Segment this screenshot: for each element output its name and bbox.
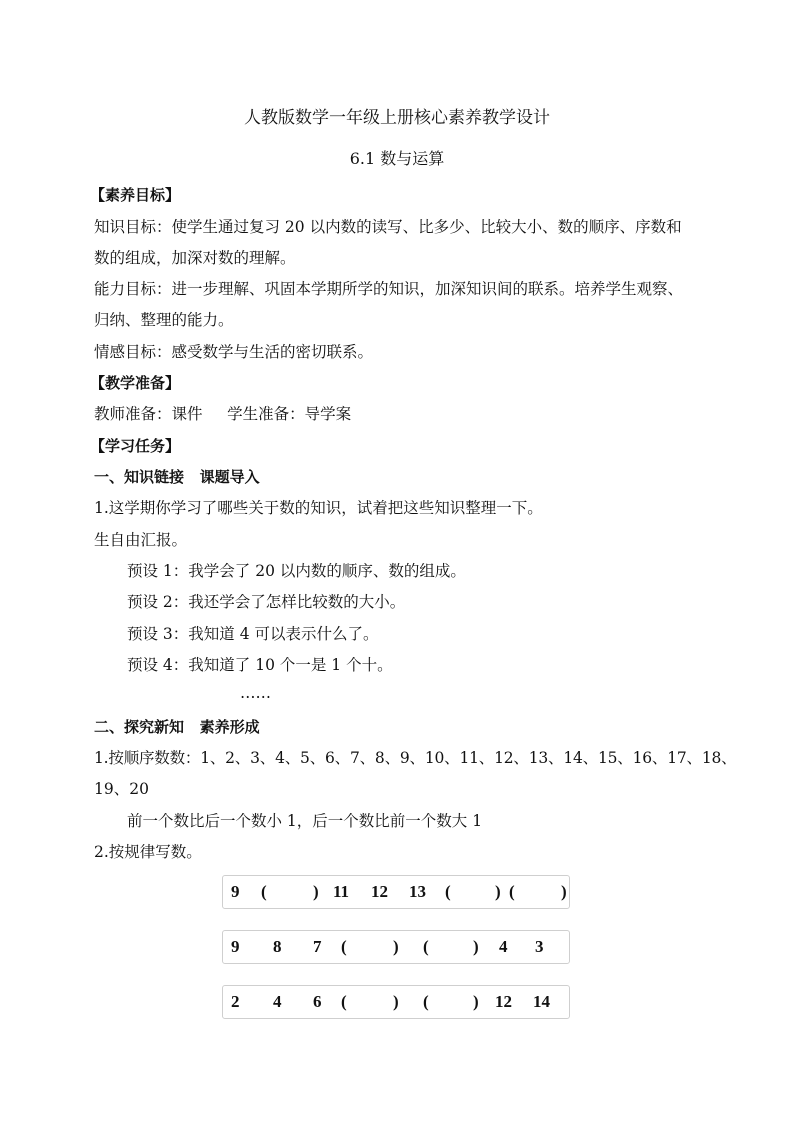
pattern-cell: 12 [371, 882, 388, 901]
blank-close-paren: ) [495, 882, 501, 901]
question-2-line-1: 1.按顺序数数：1、2、3、4、5、6、7、8、9、10、11、12、13、14、15、16、17、18、 [94, 749, 737, 767]
blank-open-paren: ( [341, 992, 347, 1011]
pattern-cell: 3 [535, 937, 544, 956]
preset-4: 预设 4：我知道了 10 个一是 1 个十。 [127, 656, 393, 674]
ellipsis: …… [240, 684, 271, 702]
blank-close-paren: ) [473, 937, 479, 956]
prep-line: 教师准备：课件 学生准备：导学案 [94, 405, 352, 423]
tasks-heading: 【学习任务】 [90, 437, 181, 455]
blank-close-paren: ) [393, 992, 399, 1011]
question-3: 2.按规律写数。 [94, 843, 202, 861]
document-subtitle: 6.1 数与运算 [349, 149, 445, 168]
pattern-cell: 13 [409, 882, 426, 901]
pattern-cell: 9 [231, 937, 240, 956]
preset-1: 预设 1：我学会了 20 以内数的顺序、数的组成。 [127, 562, 466, 580]
pattern-box-1 [222, 875, 570, 909]
blank-open-paren: ( [445, 882, 451, 901]
pattern-cell: 11 [333, 882, 350, 901]
knowledge-goal-line-1: 知识目标：使学生通过复习 20 以内数的读写、比多少、比较大小、数的顺序、序数和 [94, 218, 682, 236]
goals-heading: 【素养目标】 [90, 186, 181, 204]
knowledge-goal-line-2: 数的组成，加深对数的理解。 [94, 249, 296, 267]
blank-close-paren: ) [393, 937, 399, 956]
pattern-cell: 12 [495, 992, 512, 1011]
blank-open-paren: ( [423, 937, 429, 956]
pattern-cell: 4 [499, 937, 508, 956]
preset-3: 预设 3：我知道 4 可以表示什么了。 [127, 625, 379, 643]
pattern-box-2 [222, 930, 570, 964]
ability-goal-line-1: 能力目标：进一步理解、巩固本学期所学的知识，加深知识间的联系。培养学生观察、 [94, 280, 684, 298]
question-2-note: 前一个数比后一个数小 1，后一个数比前一个数大 1 [127, 812, 483, 830]
blank-open-paren: ( [261, 882, 267, 901]
pattern-cell: 9 [231, 882, 240, 901]
blank-close-paren: ) [473, 992, 479, 1011]
document-title: 人教版数学一年级上册核心素养教学设计 [244, 108, 550, 128]
question-1-answer: 生自由汇报。 [94, 531, 188, 549]
ability-goal-line-2: 归纳、整理的能力。 [94, 311, 234, 329]
preset-2: 预设 2：我还学会了怎样比较数的大小。 [127, 593, 406, 611]
part1-heading: 一、知识链接 课题导入 [94, 468, 260, 486]
pattern-cell: 2 [231, 992, 240, 1011]
pattern-cell: 14 [533, 992, 550, 1011]
pattern-cell: 8 [273, 937, 282, 956]
question-2-line-2: 19、20 [94, 780, 149, 798]
prep-heading: 【教学准备】 [90, 374, 181, 392]
blank-close-paren: ) [561, 882, 567, 901]
pattern-cell: 7 [313, 937, 322, 956]
emotion-goal: 情感目标：感受数学与生活的密切联系。 [94, 343, 374, 361]
pattern-cell: 4 [273, 992, 282, 1011]
pattern-box-3 [222, 985, 570, 1019]
blank-open-paren: ( [423, 992, 429, 1011]
part2-heading: 二、探究新知 素养形成 [94, 718, 260, 736]
pattern-cell: 6 [313, 992, 322, 1011]
blank-open-paren: ( [509, 882, 515, 901]
blank-close-paren: ) [313, 882, 319, 901]
blank-open-paren: ( [341, 937, 347, 956]
question-1: 1.这学期你学习了哪些关于数的知识，试着把这些知识整理一下。 [94, 499, 543, 517]
